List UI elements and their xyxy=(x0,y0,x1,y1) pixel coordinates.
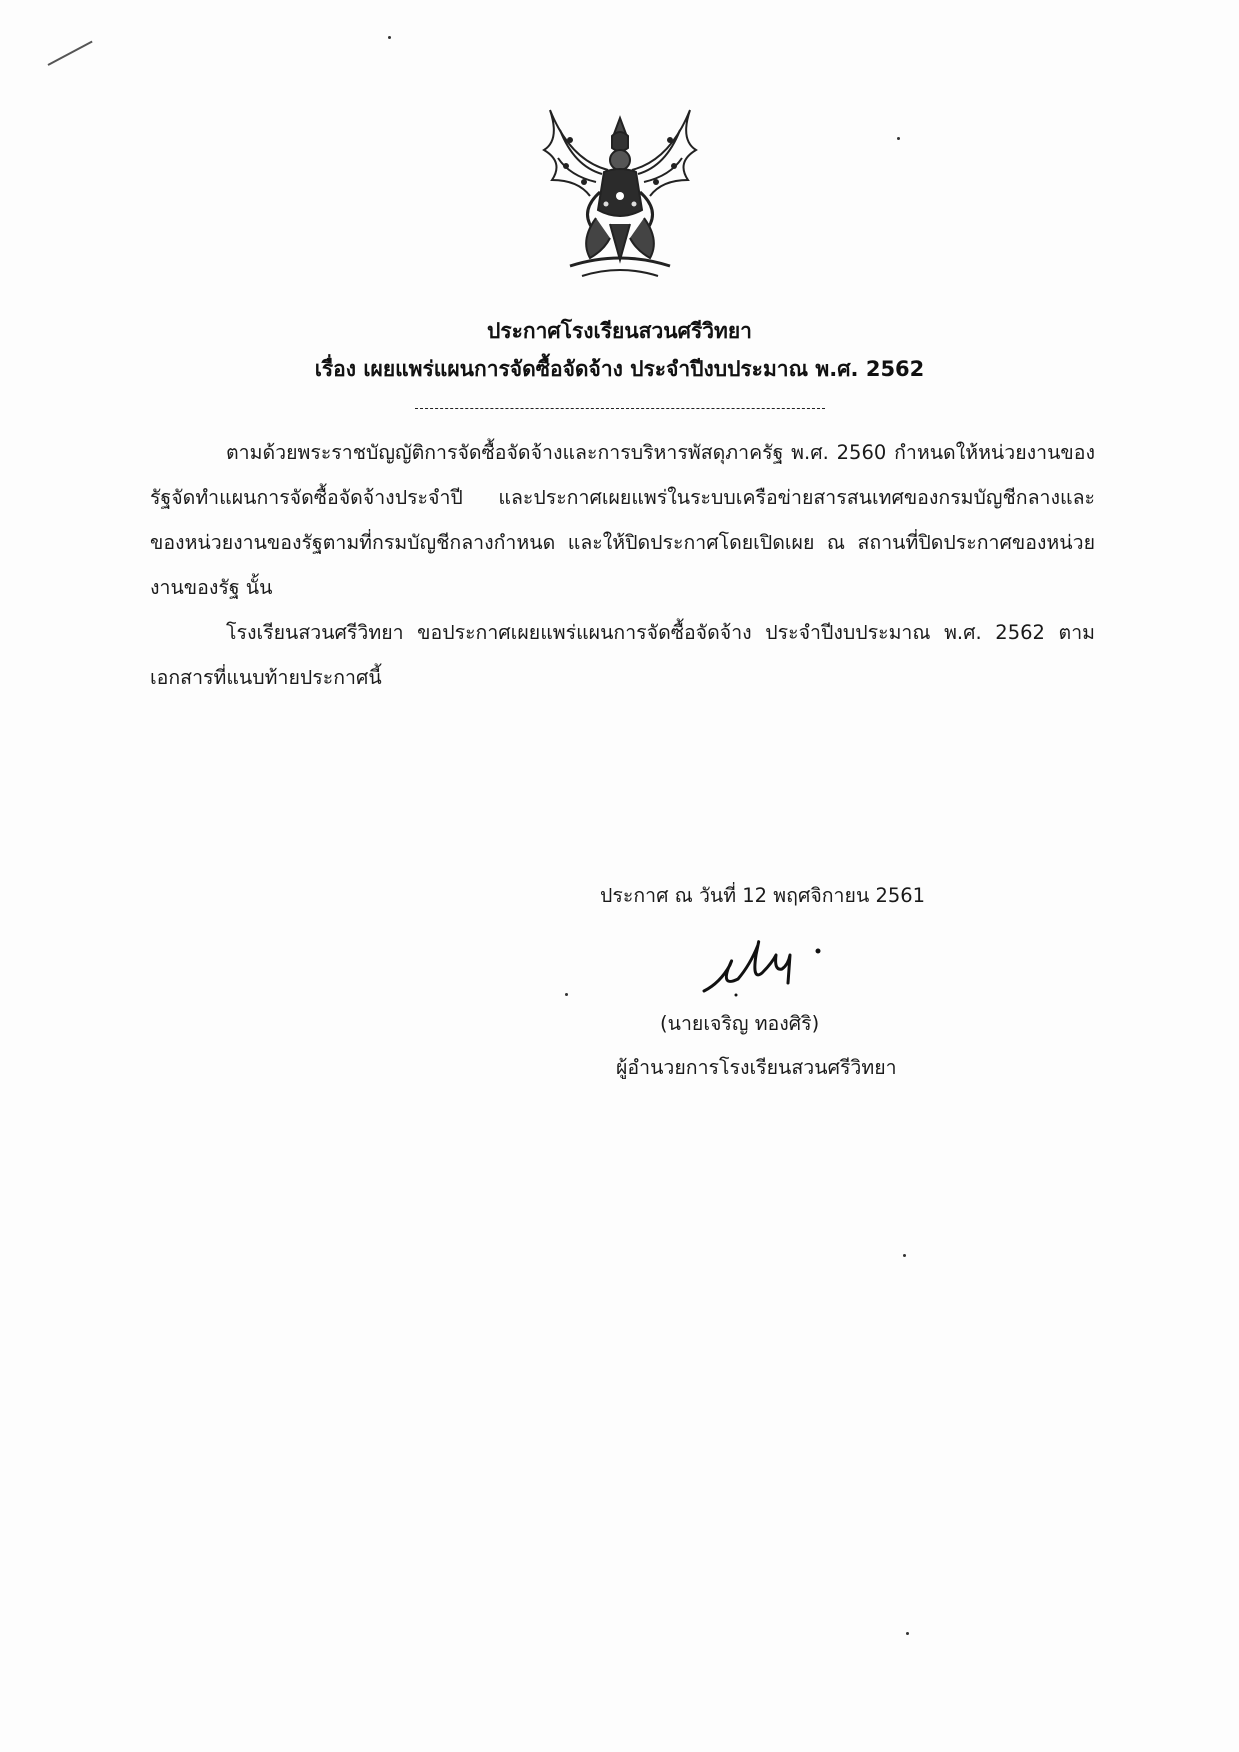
garuda-emblem-icon xyxy=(530,100,710,290)
scan-speck xyxy=(565,993,568,996)
scan-mark xyxy=(48,41,93,66)
title-divider xyxy=(415,408,825,409)
announcement-title: ประกาศโรงเรียนสวนศรีวิทยา xyxy=(487,319,752,343)
announcement-subject: เรื่อง เผยแพร่แผนการจัดซื้อจัดจ้าง ประจำปีงบประมาณ พ.ศ. 2562 xyxy=(314,357,925,381)
body-paragraph-1: ตามด้วยพระราชบัญญัติการจัดซื้อจัดจ้างและการบริหารพัสดุภาครัฐ พ.ศ. 2560 กำหนดให้หน่วยงานของรัฐจัดทำแผนการจัดซื้อจัดจ้างประจำปี และประกาศเผยแพร่ในระบบเครือข่ายสารสนเทศของกรมบัญชีกลางและของหน่วยงานของรัฐตามที่กรมบัญชีกลางกำหนด และให้ปิดประกาศโดยเปิดเผย ณ สถานที่ปิดประกาศของหน่วยงานของรัฐ นั้น xyxy=(150,441,1095,599)
signer-title: ผู้อำนวยการโรงเรียนสวนศรีวิทยา xyxy=(616,1056,897,1079)
scan-speck xyxy=(906,1632,909,1635)
scan-speck xyxy=(388,36,391,39)
signer-name: (นายเจริญ ทองศิริ) xyxy=(660,1012,820,1035)
handwritten-signature xyxy=(700,925,840,1005)
scan-speck xyxy=(903,1254,906,1257)
scan-speck xyxy=(897,137,900,140)
announcement-date: ประกาศ ณ วันที่ 12 พฤศจิกายน 2561 xyxy=(600,884,926,907)
body-paragraph-2: โรงเรียนสวนศรีวิทยา ขอประกาศเผยแพร่แผนการจัดซื้อจัดจ้าง ประจำปีงบประมาณ พ.ศ. 2562 ตามเอกสารที่แนบท้ายประกาศนี้ xyxy=(150,621,1095,689)
